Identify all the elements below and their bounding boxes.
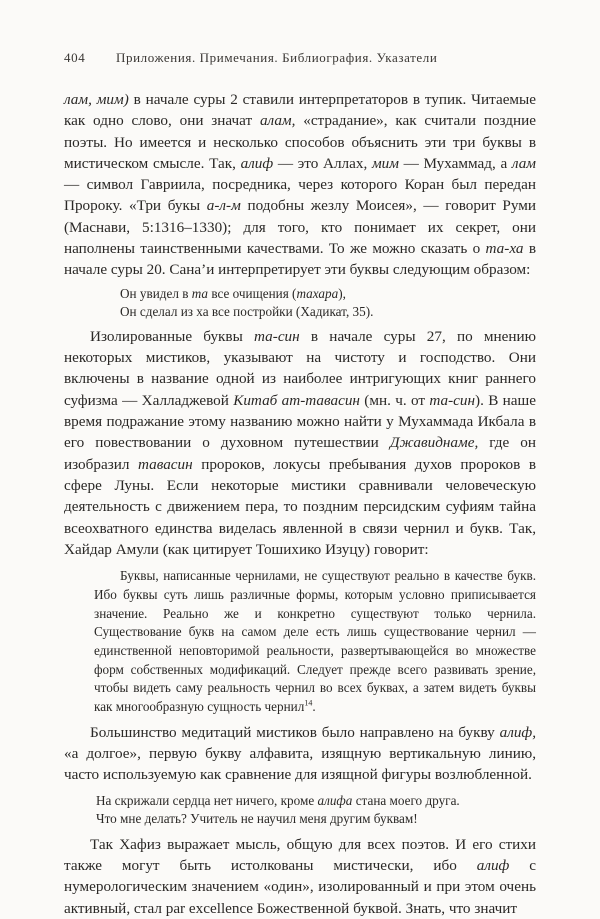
emphasis: та-ха <box>485 240 524 258</box>
text-run: «а долгое», первую букву алфавита, изящную вертикальную линию, часто используемую как сравнение для изящной фигуры возлюбленной. <box>64 745 536 784</box>
text-run: — это Аллах, <box>273 154 372 172</box>
text-run: Он увидел в <box>120 285 192 301</box>
emphasis: тахара <box>296 285 339 301</box>
paragraph-1 <box>64 89 536 281</box>
page-number: 404 <box>64 50 86 65</box>
text-run: Буквы, написанные чернилами, не существуют реально в качестве букв. Ибо буквы суть лишь различные формы, которым условно приписывается значение. Реально же и конкретно существуют только чернила. Существование букв на самом деле есть лишь существование чернил — единственной неповторимой реальности, развертывающейся во множестве форм собственных модификаций. Следует прежде всего развивать зрение, чтобы видеть саму реальность чернил во всех буквах, а затем видеть буквы как многообразную сущность чернил <box>94 568 536 715</box>
text-run: ), <box>338 285 346 301</box>
running-title: Приложения. Примечания. Библиография. Указатели <box>116 50 438 65</box>
emphasis: алиф, <box>499 723 536 741</box>
text-run: все очищения ( <box>208 285 297 301</box>
verse-quote-2 <box>96 792 536 829</box>
verse-line: Он сделал из ха все постройки (Хадикат, 35). <box>120 304 374 320</box>
text-run: в начале суры 27, по мнению некоторых мистиков, указывают на чистоту и господство. Они включены в название одной из наиболее интригующих книг раннего суфизма — Халладжевой <box>64 327 536 409</box>
emphasis: та-син <box>429 391 476 409</box>
text-run: Изолированные буквы <box>90 327 255 345</box>
emphasis: алиф <box>240 154 274 172</box>
emphasis: лам <box>511 154 536 172</box>
emphasis: Китаб ат-тавасин <box>233 391 360 409</box>
emphasis: Джавиднаме, <box>389 434 479 452</box>
text-run: пророков, локусы пребывания духов пророков в сфере Луны. Если некоторые мистики сравнивали человеческую деятельность с движением пера, то поздним персидским суфиям тайна всеохватного единства виделась явленной в связи чернил и букв. Так, Хайдар Амули (как цитирует Тошихико Изуцу) говорит: <box>64 455 536 558</box>
paragraph-4 <box>64 834 536 919</box>
footnote-ref[interactable]: 14 <box>304 698 313 708</box>
emphasis: лам, мим) <box>64 91 129 108</box>
text-run: ). В наше время подражание этому названию можно найти у Мухаммада Икбала в его повествовании о духовном путешествии <box>64 391 536 452</box>
emphasis: алиф <box>476 857 510 875</box>
text-run: (мн. ч. от <box>359 391 430 409</box>
emphasis: та <box>191 285 209 301</box>
text-run: Так Хафиз выражает мысль, общую для всех поэтов. И его стихи также могут быть истолкованы мистически, ибо <box>64 835 536 875</box>
text-run: в начале суры 2 ставили интерпретаторов в тупик. Читаемые как одно слово, они значат <box>64 91 536 130</box>
paragraph-2 <box>64 326 536 560</box>
quote-text <box>94 567 536 717</box>
emphasis: тавасин <box>137 455 193 473</box>
emphasis: та-син <box>254 327 300 345</box>
text-run: Большинство медитаций мистиков было направлено на букву <box>90 723 500 741</box>
verse-line <box>120 285 536 304</box>
text-run: «страдание», как считали поздние поэты. Но имеется и несколько способов объяснить эти три буквы в мистическом смысле. Так, <box>64 112 536 172</box>
emphasis: алам, <box>259 112 296 130</box>
text-run: подобны жезлу Моисея», — говорит Руми (Маснави, 5:1316–1330); для того, кто понимает их секрет, они наполнены таинственными качествами. То же можно сказать о <box>64 197 536 258</box>
text-run: — Мухаммад, а <box>398 154 512 172</box>
verse-quote-1 <box>120 285 536 322</box>
paragraph-3 <box>64 722 536 786</box>
verse-line <box>96 792 536 811</box>
text-run: На скрижали сердца нет ничего, кроме <box>96 792 318 808</box>
verse-line: Что мне делать? Учитель не научил меня другим буквам! <box>96 811 418 827</box>
running-header <box>64 50 544 66</box>
text-run: в начале суры 20. Сана’и интерпретирует эти буквы следующим образом: <box>64 240 536 279</box>
text-run: . <box>312 699 316 715</box>
text-run: где он изобразил <box>64 434 536 473</box>
emphasis: алифа <box>317 792 353 808</box>
block-quote <box>94 567 536 717</box>
text-run: — символ Гавриила, посредника, через которого Коран был передан Пророку. «Три букы <box>64 176 536 215</box>
emphasis: мим <box>371 154 399 172</box>
text-run: с нумерологическим значением «один», изолированный и при этом очень активный, стал par excellence Божественной буквой. Знать, что значит <box>64 857 536 917</box>
body-text <box>64 89 536 919</box>
emphasis: а-л-м <box>206 197 241 215</box>
text-run: стана моего друга. <box>352 792 460 808</box>
